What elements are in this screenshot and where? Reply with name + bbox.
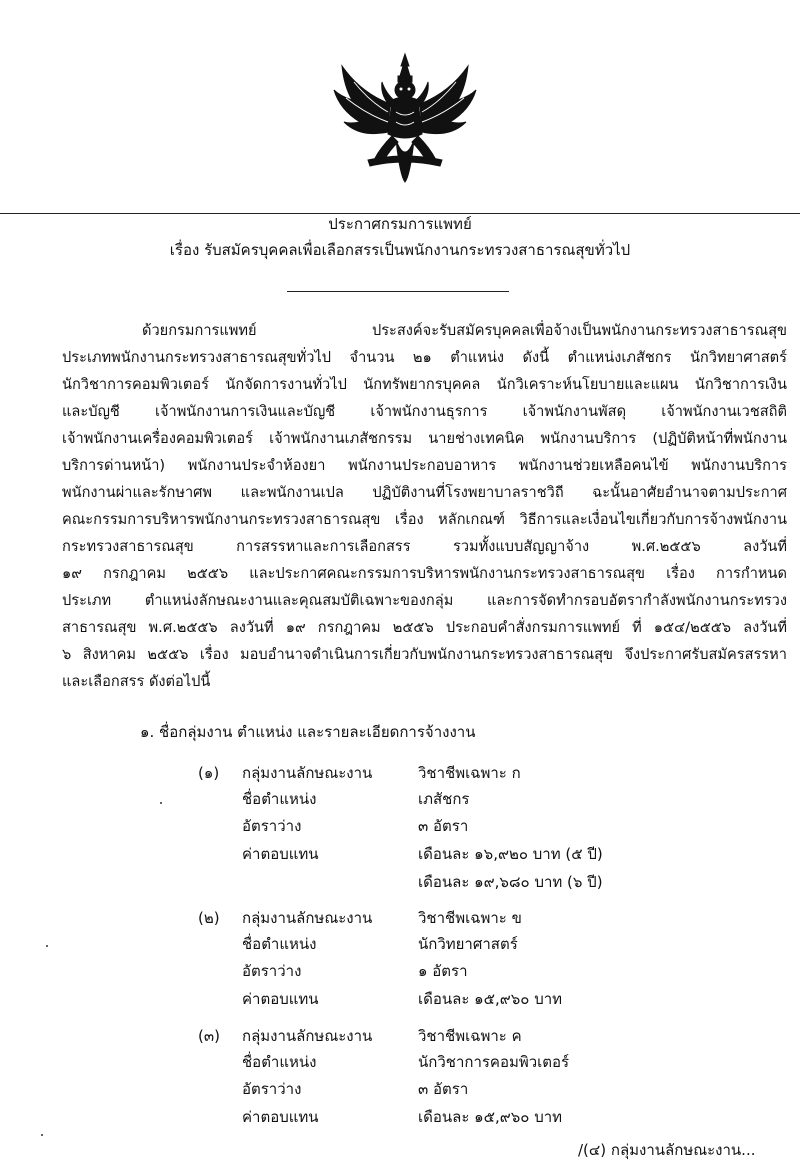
position-value: นักวิทยาศาสตร์ [418, 935, 518, 953]
item-position-row [0, 1050, 800, 1074]
pay-label: ค่าตอบแทน [242, 845, 319, 863]
item-pay-row-2 [0, 870, 800, 894]
vacancy-label: อัตราว่าง [242, 817, 302, 835]
position-label: ชื่อตำแหน่ง [242, 790, 317, 808]
body-line: คณะกรรมการบริหารพนักงานกระทรวงสาธารณสุข เรื่อง หลักเกณฑ์ วิธีการและเงื่อนไขเกี่ยวกับการจ้างพนักงาน [62, 511, 787, 528]
garuda-emblem-graphic [330, 52, 480, 184]
group-value: วิชาชีพเฉพาะ ข [418, 909, 522, 927]
continuation-note: /(๔) กลุ่มงานลักษณะงาน... [578, 1141, 756, 1159]
title-underline [287, 291, 509, 292]
item-pay-row [0, 987, 800, 1011]
group-label: กลุ่มงานลักษณะงาน [242, 764, 373, 782]
item-vacancy-row [0, 1077, 800, 1101]
body-line: กระทรวงสาธารณสุข การสรรหาและการเลือกสรร รวมทั้งแบบสัญญาจ้าง พ.ศ.๒๕๕๖ ลงวันที่ [62, 538, 787, 555]
item-group-row [0, 761, 800, 785]
scan-speck [160, 802, 162, 804]
item-group-row [0, 906, 800, 930]
item-number: (๑) [198, 764, 220, 782]
item-position-row [0, 787, 800, 811]
scan-speck [46, 945, 48, 947]
body-line: ๖ สิงหาคม ๒๕๕๖ เรื่อง มอบอำนาจดำเนินการเกี่ยวกับพนักงานกระทรวงสาธารณสุข จึงประกาศรับสมัครสรรหา [62, 646, 787, 663]
body-line: และบัญชี เจ้าพนักงานการเงินและบัญชี เจ้าพนักงานธุรการ เจ้าพนักงานพัสดุ เจ้าพนักงานเวชสถิติ [62, 403, 787, 420]
group-value: วิชาชีพเฉพาะ ก [418, 764, 521, 782]
section-heading: ๑. ชื่อกลุ่มงาน ตำแหน่ง และรายละเอียดการจ้างงาน [140, 723, 476, 741]
body-line: บริการด่านหน้า) พนักงานประจำห้องยา พนักงานประกอบอาหาร พนักงานช่วยเหลือคนไข้ พนักงานบริการ [62, 457, 787, 474]
vacancy-value: ๓ อัตรา [418, 817, 469, 835]
body-line: ประเภทพนักงานกระทรวงสาธารณสุขทั่วไป จำนวน ๒๑ ตำแหน่ง ดังนี้ ตำแหน่งเภสัชกร นักวิทยาศาสตร์ [62, 349, 787, 366]
group-label: กลุ่มงานลักษณะงาน [242, 909, 373, 927]
scan-speck [41, 1134, 43, 1136]
body-line: พนักงานผ่าและรักษาศพ และพนักงานเปล ปฏิบัติงานที่โรงพยาบาลราชวิถี ฉะนั้นอาศัยอำนาจตามประกาศ [62, 484, 787, 501]
group-label: กลุ่มงานลักษณะงาน [242, 1027, 373, 1045]
body-line: นักวิชาการคอมพิวเตอร์ นักจัดการงานทั่วไป นักทรัพยากรบุคคล นักวิเคราะห์นโยบายและแผน นักวิชาการเงิน [62, 376, 787, 393]
pay-label: ค่าตอบแทน [242, 1108, 319, 1126]
announcement-subject: เรื่อง รับสมัครบุคคลเพื่อเลือกสรรเป็นพนักงานกระทรวงสาธารณสุขทั่วไป [169, 241, 631, 259]
pay-label: ค่าตอบแทน [242, 990, 319, 1008]
pay-value: เดือนละ ๑๕,๙๖๐ บาท [418, 990, 563, 1008]
position-value: นักวิชาการคอมพิวเตอร์ [418, 1053, 570, 1071]
vacancy-label: อัตราว่าง [242, 1080, 302, 1098]
garuda-emblem-icon [330, 52, 480, 184]
group-value: วิชาชีพเฉพาะ ค [418, 1027, 522, 1045]
body-line: ประเภท ตำแหน่งลักษณะงานและคุณสมบัติเฉพาะของกลุ่ม และการจัดทำกรอบอัตรากำลังพนักงานกระทรวง [62, 592, 787, 609]
item-vacancy-row [0, 814, 800, 838]
pay-value: เดือนละ ๑๕,๙๖๐ บาท [418, 1108, 563, 1126]
item-position-row [0, 932, 800, 956]
announcement-agency: ประกาศกรมการแพทย์ [328, 215, 472, 233]
pay-value: เดือนละ ๑๖,๙๒๐ บาท (๕ ปี) [418, 845, 603, 863]
vacancy-value: ๑ อัตรา [418, 962, 468, 980]
item-number: (๒) [198, 909, 220, 927]
pay-value-2: เดือนละ ๑๙,๖๘๐ บาท (๖ ปี) [418, 873, 603, 891]
position-label: ชื่อตำแหน่ง [242, 935, 317, 953]
item-group-row [0, 1024, 800, 1048]
item-pay-row [0, 842, 800, 866]
item-vacancy-row [0, 959, 800, 983]
body-line: สาธารณสุข พ.ศ.๒๕๕๖ ลงวันที่ ๑๙ กรกฎาคม ๒๕๕๖ ประกอบคำสั่งกรมการแพทย์ ที่ ๑๕๔/๒๕๕๖ ลงวันที่ [62, 619, 787, 636]
body-line: เจ้าพนักงานเครื่องคอมพิวเตอร์ เจ้าพนักงานเภสัชกรรม นายช่างเทคนิค พนักงานบริการ (ปฏิบัติหน้าที่พนักงาน [62, 430, 787, 447]
body-paragraph [62, 317, 787, 695]
body-line: ๑๙ กรกฎาคม ๒๕๕๖ และประกาศคณะกรรมการบริหารพนักงานกระทรวงสาธารณสุข เรื่อง การกำหนด [62, 565, 787, 582]
vacancy-value: ๓ อัตรา [418, 1080, 469, 1098]
position-value: เภสัชกร [418, 790, 470, 808]
body-line: และเลือกสรร ดังต่อไปนี้ [62, 673, 211, 690]
body-line: ด้วยกรมการแพทย์ ประสงค์จะรับสมัครบุคคลเพื่อจ้างเป็นพนักงานกระทรวงสาธารณสุข [142, 322, 787, 339]
vacancy-label: อัตราว่าง [242, 962, 302, 980]
position-label: ชื่อตำแหน่ง [242, 1053, 317, 1071]
item-number: (๓) [198, 1027, 220, 1045]
item-pay-row [0, 1105, 800, 1129]
